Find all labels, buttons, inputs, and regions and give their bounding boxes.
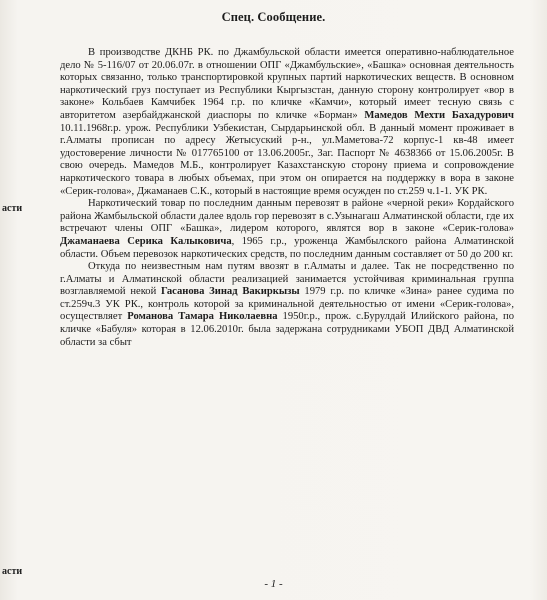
text-run: 1950г.р., прож. с.Бурулдай Илийского района, по кличке «Бабуля» которая в 12.06.2010г. была задержана сотрудниками УБОП ДВД Алматинской области за сбыт bbox=[60, 311, 514, 348]
document-title: Спец. Сообщение. bbox=[221, 10, 326, 24]
paragraph bbox=[60, 198, 514, 261]
text-run: В производстве ДКНБ РК. по Джамбульской области имеется оперативно-наблюдательное дело № 5-116/07 от 20.06.07г. в отношении ОПГ «Джамбульские», «Башка» основная деятельность которых связанно, только транспортировкой крупных партий наркотических веществ. В основном наркотический груз поступает из Республики Кыргызстан, данную сторону контролирует «вор в законе» Кольбаев Камчибек 1964 г.р. по кличке «Камчи», который имеет тесную связь с авторитетом азербайджанской диаспоры по кличке «Борман» bbox=[60, 47, 514, 121]
text-run: 1979 г.р. по кличке «Зина» ранее судима по ст.259ч.3 УК РК., контроль которой за криминальной деятельностью от имени «Серик-голова», осуществляет bbox=[60, 286, 514, 323]
bold-name: Романова Тамара Николаевна bbox=[127, 311, 278, 323]
bold-name: Мамедов Мехти Бахадурович bbox=[364, 109, 514, 121]
margin-note: асти bbox=[2, 203, 23, 214]
text-run: Наркотический товар по последним данным перевозят в районе «черной реки» Кордайского района Жамбыльской области далее вдоль гор перевозят в с.Узынагаш Алматинской области, где их встречают члены ОПГ «Башка», лидером которого, являтся вор в законе «Серик-голова» bbox=[60, 198, 514, 235]
text-run: , 1965 г.р., уроженца Жамбылского района Алматинской области. Объем перевозок наркотических средств, по последним данным составляет от 50 до 200 кг. bbox=[60, 235, 514, 260]
text-run: Откуда по неизвестным нам путям ввозят в г.Алматы и далее. Так не посредственно по г.Алматы и Алматинской области реализацией занимается устойчивая криминальная группа возглавляемой некой bbox=[60, 261, 514, 298]
page-number: - 1 - bbox=[264, 578, 283, 590]
paragraph bbox=[60, 261, 514, 349]
margin-note: асти bbox=[2, 566, 23, 577]
document-body bbox=[60, 47, 514, 349]
paragraph bbox=[60, 47, 514, 198]
bold-name: Джаманаева Серика Калыковича bbox=[60, 235, 232, 247]
bold-name: Гасанова Зинад Вакиркызы bbox=[161, 286, 300, 298]
text-run: 10.11.1968г.р. урож. Республики Узбекистан, Сырдарьинской обл. В данный момент проживает в г.Алматы прописан по адресу Жетысуский р-н., ул.Маметова-72 корпус-1 кв-48 имеет удостоверение личности № 017765100 от 13.06.2005г., Заг. Паспорт № 4638366 от 15.06.2005г. В свою очередь. Мамедов М.Б., контролирует Казахстанскую сторону приема и сопровождение наркотического товара в любых объемах, при этом он опирается на поддержку в вора в законе «Серик-голова», Джаманаев С.К., который в настоящие время осужден по ст.259 ч.1-1. УК РК. bbox=[60, 122, 514, 197]
